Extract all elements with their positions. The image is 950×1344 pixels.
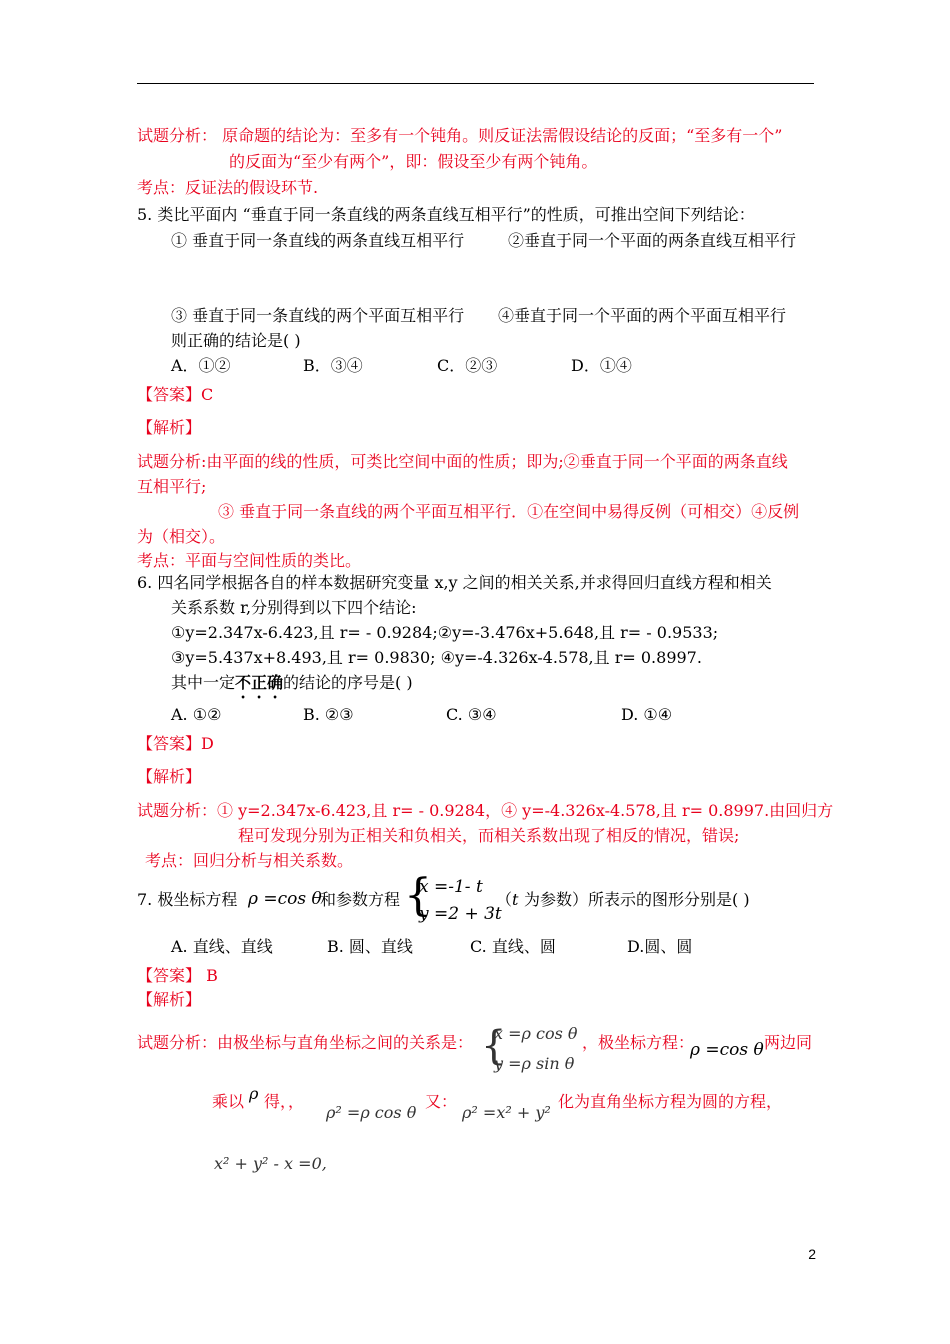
- q6-kaodian: 考点：回归分析与相关系数。: [145, 851, 354, 870]
- analysis-line-1: 试题分析： 原命题的结论为：至多有一个钝角。则反证法需假设结论的反面；“至多有一个”: [137, 126, 783, 145]
- q6-stem-2: 关系系数 r,分别得到以下四个结论:: [171, 598, 417, 617]
- q7-relation-x: x =ρ cos θ: [494, 1024, 578, 1043]
- q7-t-variable: t: [512, 890, 519, 909]
- q5-answer: 【答案】C: [137, 385, 214, 404]
- q7-get-text: 得，，: [264, 1092, 305, 1111]
- q7-jiexi: 【解析】: [137, 990, 202, 1009]
- q5-kaodian: 考点：平面与空间性质的类比。: [137, 551, 362, 570]
- q7-analysis-mid: ，极坐标方程：: [582, 1033, 695, 1052]
- q7-rho-symbol: ρ: [249, 1084, 259, 1103]
- q6-ask-prefix: 其中一定: [171, 673, 236, 692]
- q7-param-brace: {: [404, 870, 432, 921]
- q7-option-a: A. 直线、直线: [171, 937, 273, 956]
- q7-analysis-prefix: 试题分析：由极坐标与直角坐标之间的关系是：: [137, 1033, 474, 1052]
- q7-analysis-tail: 两边同: [764, 1033, 813, 1052]
- q7-option-c: C. 直线、圆: [470, 937, 556, 956]
- q7-stem-mid: 和参数方程: [320, 890, 401, 909]
- page-number: 2: [808, 1246, 816, 1262]
- q7-answer: 【答案】 B: [137, 966, 218, 985]
- q7-option-b: B. 圆、直线: [327, 937, 413, 956]
- q5-statement-3: ③ 垂直于同一条直线的两个平面互相平行: [171, 306, 465, 325]
- q7-equation-1: ρ² =ρ cos θ: [326, 1103, 417, 1122]
- q7-circle-equation: x² + y² - x =0,: [214, 1154, 327, 1173]
- q6-ask: [171, 673, 413, 702]
- q7-polar-equation-2: ρ =cos θ: [690, 1040, 764, 1060]
- q6-ask-suffix: 的结论的序号是( ): [283, 673, 413, 692]
- q6-analysis-1: 试题分析：① y=2.347x-6.423,且 r= - 0.9284，④ y=-4.326x-4.578,且 r= 0.8997.由回归方: [137, 801, 834, 820]
- q6-option-d: D. ①④: [621, 705, 673, 724]
- q7-stem-suffix: 为参数）所表示的图形分别是( ): [524, 890, 750, 909]
- q6-option-c: C. ③④: [446, 705, 497, 724]
- q6-jiexi: 【解析】: [137, 767, 202, 786]
- q6-answer: 【答案】D: [137, 734, 214, 753]
- q6-analysis-2: 程可发现分别为正相关和负相关，而相关系数出现了相反的情况，错误;: [238, 826, 740, 845]
- q5-analysis-3: ③ 垂直于同一条直线的两个平面互相平行．①在空间中易得反例（可相交）④反例: [218, 502, 800, 521]
- q5-option-a: A．①②: [171, 356, 231, 375]
- q7-relation-brace: {: [481, 1023, 507, 1069]
- q7-again-text: 又：: [425, 1092, 458, 1111]
- q7-param-eq-1: x =-1- t: [419, 877, 483, 897]
- q5-jiexi: 【解析】: [137, 418, 202, 437]
- q5-statement-4: ④垂直于同一个平面的两个平面互相平行: [498, 306, 787, 325]
- q5-ask: 则正确的结论是( ): [171, 331, 301, 350]
- q5-option-b: B．③④: [303, 356, 363, 375]
- q6-option-a: A. ①②: [171, 705, 222, 724]
- q7-stem-prefix: 7. 极坐标方程: [137, 890, 238, 909]
- q5-stem: 5. 类比平面内 “垂直于同一条直线的两条直线互相平行”的性质，可推出空间下列结论：: [137, 205, 755, 224]
- q6-conclusions-34: ③y=5.437x+8.493,且 r= 0.9830; ④y=-4.326x-4.578,且 r= 0.8997.: [171, 648, 702, 667]
- q5-option-c: C．②③: [437, 356, 498, 375]
- q5-statement-1: ① 垂直于同一条直线的两条直线互相平行: [171, 231, 465, 250]
- q7-option-d: D.圆、圆: [627, 937, 693, 956]
- q7-stem-paren: （: [496, 890, 513, 909]
- q7-conclusion-text: 化为直角坐标方程为圆的方程，: [558, 1092, 783, 1111]
- q6-ask-emphasis: 不正确: [235, 673, 284, 692]
- q5-analysis-2: 互相平行;: [137, 477, 207, 496]
- q7-param-eq-2: y =2 + 3t: [419, 904, 502, 924]
- q7-multiply-text: 乘以: [212, 1092, 245, 1111]
- q5-analysis-1: 试题分析:由平面的线的性质，可类比空间中面的性质；即为;②垂直于同一个平面的两条直线: [137, 452, 788, 471]
- q6-conclusions-12: ①y=2.347x-6.423,且 r= - 0.9284;②y=-3.476x+5.648,且 r= - 0.9533;: [171, 623, 719, 642]
- q5-statement-2: ②垂直于同一个平面的两条直线互相平行: [508, 231, 797, 250]
- header-rule: [137, 83, 814, 84]
- q5-option-d: D．①④: [571, 356, 632, 375]
- q6-stem-1: 6. 四名同学根据各自的样本数据研究变量 x,y 之间的相关关系,并求得回归直线方程和相关: [137, 573, 772, 592]
- q7-relation-y: y =ρ sin θ: [494, 1054, 575, 1073]
- q7-polar-equation: ρ =cos θ: [248, 889, 322, 909]
- q7-equation-2: ρ² =x² + y²: [462, 1103, 551, 1122]
- analysis-line-2: 的反面为“至少有两个”，即：假设至少有两个钝角。: [229, 152, 598, 171]
- kaodian-1: 考点：反证法的假设环节.: [137, 178, 319, 197]
- q6-option-b: B. ②③: [303, 705, 354, 724]
- q5-analysis-4: 为（相交）。: [137, 527, 226, 546]
